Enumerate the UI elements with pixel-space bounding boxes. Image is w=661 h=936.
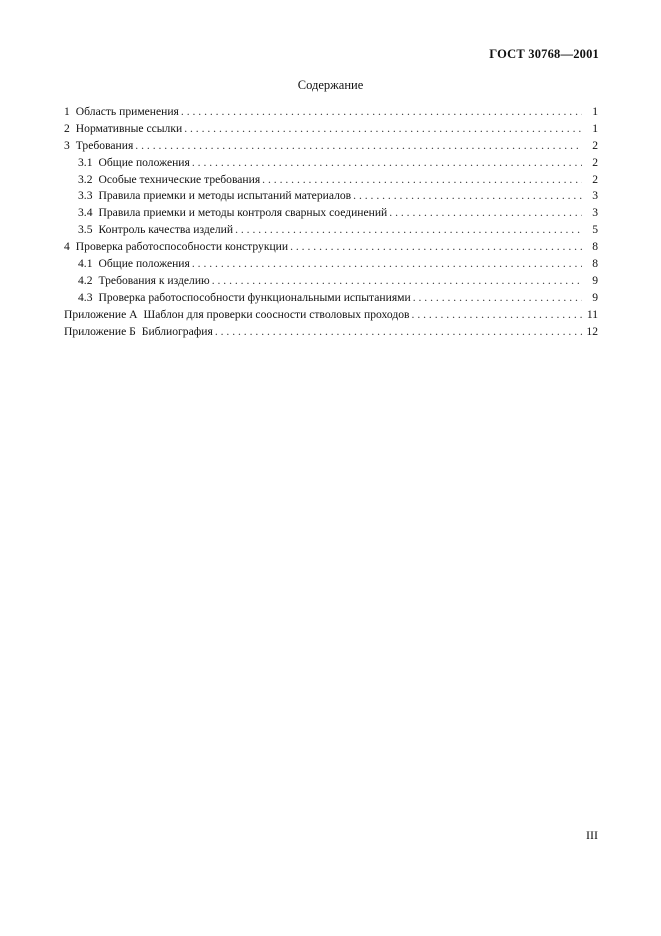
toc-entry[interactable] — [64, 307, 598, 324]
toc-entry-page: 9 — [592, 273, 598, 287]
toc-entry[interactable] — [64, 172, 598, 189]
toc-entry-text: Правила приемки и методы испытаний материалов — [98, 189, 352, 203]
toc-leader-dots — [212, 273, 582, 290]
toc-leader-dots — [389, 205, 582, 222]
toc-entry-page: 11 — [586, 307, 598, 321]
toc-entry[interactable] — [64, 256, 598, 273]
toc-entry-text: Требования к изделию — [98, 273, 210, 287]
toc-entry-label — [64, 121, 184, 138]
toc-entry-label — [64, 138, 135, 155]
toc-entry-label — [78, 188, 353, 205]
toc-entry-text: Библиография — [141, 324, 213, 338]
toc-entry[interactable] — [64, 290, 598, 307]
toc-entry-page: 1 — [592, 105, 598, 118]
toc-entry-label — [78, 222, 235, 239]
toc-entry-number: 4.3 — [78, 290, 93, 304]
toc-entry[interactable] — [64, 239, 598, 256]
toc-entry-text: Особые технические требования — [98, 172, 261, 186]
toc-entry-text: Правила приемки и методы контроля сварных соединений — [98, 206, 388, 220]
toc-leader-dots — [181, 104, 582, 121]
document-code: ГОСТ 30768—2001 — [489, 47, 599, 61]
toc-leader-dots — [192, 155, 582, 172]
toc-entry-number: 3.1 — [78, 155, 93, 169]
toc-entry-text: Проверка работоспособности функциональными испытаниями — [98, 290, 411, 304]
toc-title: Содержание — [297, 78, 364, 92]
toc-entry-number: 3.4 — [78, 206, 93, 220]
toc-entry-label — [64, 324, 215, 341]
table-of-contents — [64, 104, 598, 340]
toc-entry-text: Общие положения — [98, 257, 190, 271]
toc-entry-number: Приложение А — [64, 307, 138, 321]
toc-entry[interactable] — [64, 205, 598, 222]
toc-entry-text: Область применения — [75, 105, 179, 118]
toc-entry-text: Нормативные ссылки — [75, 121, 183, 135]
toc-leader-dots — [353, 188, 582, 205]
toc-leader-dots — [290, 239, 582, 256]
toc-entry-label — [64, 104, 181, 121]
toc-entry[interactable] — [64, 121, 598, 138]
toc-entry-number: 4.2 — [78, 273, 93, 287]
toc-entry[interactable] — [64, 155, 598, 172]
toc-entry-page: 9 — [592, 290, 598, 304]
toc-entry-label — [64, 239, 290, 256]
toc-entry-number: 3 — [64, 138, 70, 152]
toc-entry-number: 3.5 — [78, 223, 93, 237]
toc-entry-page: 3 — [592, 189, 598, 203]
toc-entry[interactable] — [64, 104, 598, 121]
toc-entry[interactable] — [64, 324, 598, 341]
toc-entry-number: 1 — [64, 105, 70, 118]
toc-entry-page: 5 — [592, 223, 598, 237]
toc-leader-dots — [215, 324, 582, 341]
toc-entry-number: 4 — [64, 240, 70, 254]
toc-entry-page: 2 — [592, 155, 598, 169]
toc-entry[interactable] — [64, 188, 598, 205]
toc-entry-page: 2 — [592, 172, 598, 186]
toc-entry-label — [78, 290, 413, 307]
toc-entry-text: Проверка работоспособности конструкции — [75, 240, 289, 254]
toc-entry-label — [78, 205, 389, 222]
toc-entry-text: Шаблон для проверки соосности стволовых проходов — [143, 307, 410, 321]
toc-entry-label — [64, 307, 412, 324]
toc-entry[interactable] — [64, 273, 598, 290]
toc-entry-page: 2 — [592, 138, 598, 152]
toc-entry[interactable] — [64, 138, 598, 155]
page-number: III — [586, 828, 598, 842]
toc-entry-number: Приложение Б — [64, 324, 136, 338]
toc-leader-dots — [412, 307, 582, 324]
toc-entry-text: Требования — [75, 138, 134, 152]
toc-entry-number: 2 — [64, 121, 70, 135]
toc-entry-label — [78, 273, 212, 290]
toc-entry-text: Контроль качества изделий — [98, 223, 234, 237]
toc-entry-label — [78, 155, 192, 172]
toc-entry-page: 8 — [592, 240, 598, 254]
toc-entry[interactable] — [64, 222, 598, 239]
toc-leader-dots — [262, 172, 582, 189]
toc-entry-text: Общие положения — [98, 155, 190, 169]
toc-leader-dots — [135, 138, 582, 155]
toc-entry-number: 3.2 — [78, 172, 93, 186]
toc-entry-page: 1 — [592, 121, 598, 135]
toc-entry-page: 12 — [586, 324, 598, 338]
toc-entry-label — [78, 256, 192, 273]
toc-leader-dots — [413, 290, 582, 307]
toc-entry-number: 3.3 — [78, 189, 93, 203]
toc-entry-label — [78, 172, 262, 189]
toc-entry-page: 3 — [592, 206, 598, 220]
toc-leader-dots — [184, 121, 582, 138]
toc-entry-number: 4.1 — [78, 257, 93, 271]
toc-leader-dots — [235, 222, 582, 239]
toc-entry-page: 8 — [592, 257, 598, 271]
toc-leader-dots — [192, 256, 582, 273]
